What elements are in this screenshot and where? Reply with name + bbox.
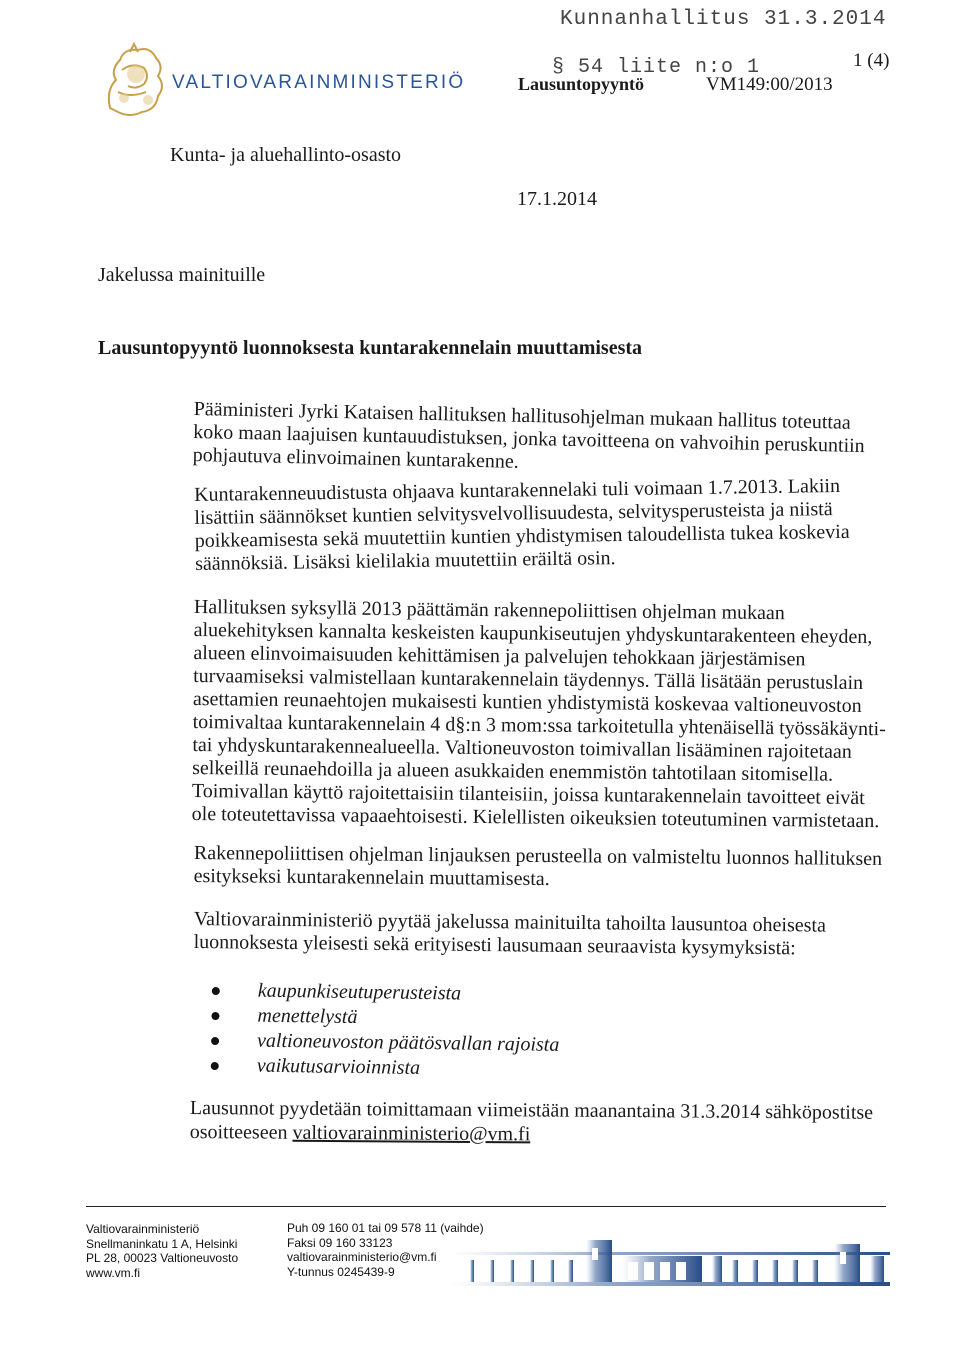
- annex-stamp: § 54 liite n:o 1: [552, 56, 761, 79]
- footer-fax: Faksi 09 160 33123: [287, 1235, 393, 1250]
- body-paragraph-2: Kuntarakenneuudistusta ohjaava kuntarakennelaki tuli voimaan 1.7.2013. Lakiin lisättiin säännökset kuntien selvitysvelvollisuudesta, selvitysperusteista ja niistä poikkeamisesta sekä muutettiin kuntien yhdistymisen taloudellista tukea koskevia säännöksiä. Lisäksi kielilakia muutettiin eräiltä osin.: [194, 474, 850, 575]
- body-paragraph-4: Rakennepoliittisen ohjelman linjauksen perusteella on valmisteltu luonnos hallituksen esitykseksi kuntarakennelain muuttamisesta.: [193, 842, 883, 891]
- body-paragraph-5: Valtiovarainministeriö pyytää jakelussa mainituilta tahoilta lausuntoa oheisesta luonnoksesta yleisesti sekä erityisesti lausumaan seuraavista kysymyksistä:: [193, 908, 827, 960]
- closing-paragraph: [190, 1096, 910, 1149]
- reference-number: VM149:00/2013: [706, 74, 833, 95]
- list-item-text: kaupunkiseutuperusteista: [257, 979, 462, 1005]
- footer-business-id: Y-tunnus 0245439-9: [287, 1264, 395, 1279]
- lion-crest-icon: [100, 40, 168, 120]
- footer-street: Snellmaninkatu 1 A, Helsinki: [86, 1236, 238, 1251]
- footer-divider: [86, 1206, 886, 1207]
- list-item-text: vaikutusarvioinnista: [256, 1054, 421, 1079]
- department-name: Kunta- ja aluehallinto-osasto: [170, 144, 402, 166]
- list-item: [211, 1053, 560, 1083]
- closing-text: Lausunnot pyydetään toimittamaan viimeistään maanantaina 31.3.2014 sähköpostitse osoitteeseen: [189, 1097, 874, 1144]
- document-type: Lausuntopyyntö: [518, 74, 645, 94]
- bullet-icon: [211, 1012, 219, 1020]
- meeting-stamp: Kunnanhallitus 31.3.2014: [560, 8, 887, 31]
- list-item-text: menettelystä: [257, 1004, 358, 1029]
- recipient: Jakelussa mainituille: [98, 264, 266, 286]
- bullet-icon: [211, 1037, 219, 1045]
- question-list: [211, 978, 561, 1083]
- bullet-icon: [212, 987, 220, 995]
- bullet-icon: [211, 1062, 219, 1070]
- ministry-name: VALTIOVARAINMINISTERIÖ: [172, 72, 466, 93]
- document-title: Lausuntopyyntö luonnoksesta kuntarakennelain muuttamisesta: [98, 337, 643, 359]
- document-date: 17.1.2014: [517, 188, 597, 210]
- footer-website[interactable]: www.vm.fi: [86, 1265, 140, 1280]
- email-link[interactable]: valtiovarainministerio@vm.fi: [292, 1121, 531, 1146]
- ministry-building-icon: [450, 1232, 890, 1288]
- footer-address: [86, 1222, 238, 1280]
- body-paragraph-1: Pääministeri Jyrki Kataisen hallituksen hallitusohjelman mukaan hallitus toteuttaa koko maan laajuisen kuntauudistuksen, jonka tavoitteena on vahvoihin peruskuntiin pohjautuva elinvoimainen kuntarakenne.: [192, 398, 865, 473]
- footer-postbox: PL 28, 00023 Valtioneuvosto: [86, 1251, 239, 1265]
- footer-phone: Puh 09 160 01 tai 09 578 11 (vaihde): [287, 1221, 484, 1235]
- footer-ministry: Valtiovarainministeriö: [86, 1222, 200, 1236]
- list-item-text: valtioneuvoston päätösvallan rajoista: [256, 1029, 560, 1056]
- body-paragraph-3: Hallituksen syksyllä 2013 päättämän rakennepoliittisen ohjelman mukaan aluekehityksen kannalta keskeisten kaupunkiseutujen yhdyskuntarakenteen eheyden, alueen elinvoimaisuuden kehittämisen ja palvelujen tehokkaan järjestämisen turvaamiseksi valmistellaan kuntarakennelain täydennys. Tällä lisätään perustuslain asettamien reunaehtojen mukaisesti kuntien yhdistymistä koskevaa valtioneuvoston toimivaltaa kuntarakennelain 4 d§:n 3 mom:ssa tarkoitetulla yhtenäisellä työssäkäynti- tai yhdyskuntarakennealueella. Valtioneuvoston toimivallan lisääminen rajoitetaan selkeillä reunaehdoilla ja alueen asukkaiden enemmistön tahtotilaan sitomisella. Toimivallan käyttö rajoitettaisiin tilanteisiin, joissa kuntarakennelain tavoitteet eivät ole toteutettavissa vapaaehtoisesti. Kielellisten oikeuksien toteutuminen varmistetaan.: [191, 596, 886, 833]
- footer-email[interactable]: valtiovarainministerio@vm.fi: [287, 1250, 437, 1264]
- page-number: 1 (4): [853, 50, 890, 71]
